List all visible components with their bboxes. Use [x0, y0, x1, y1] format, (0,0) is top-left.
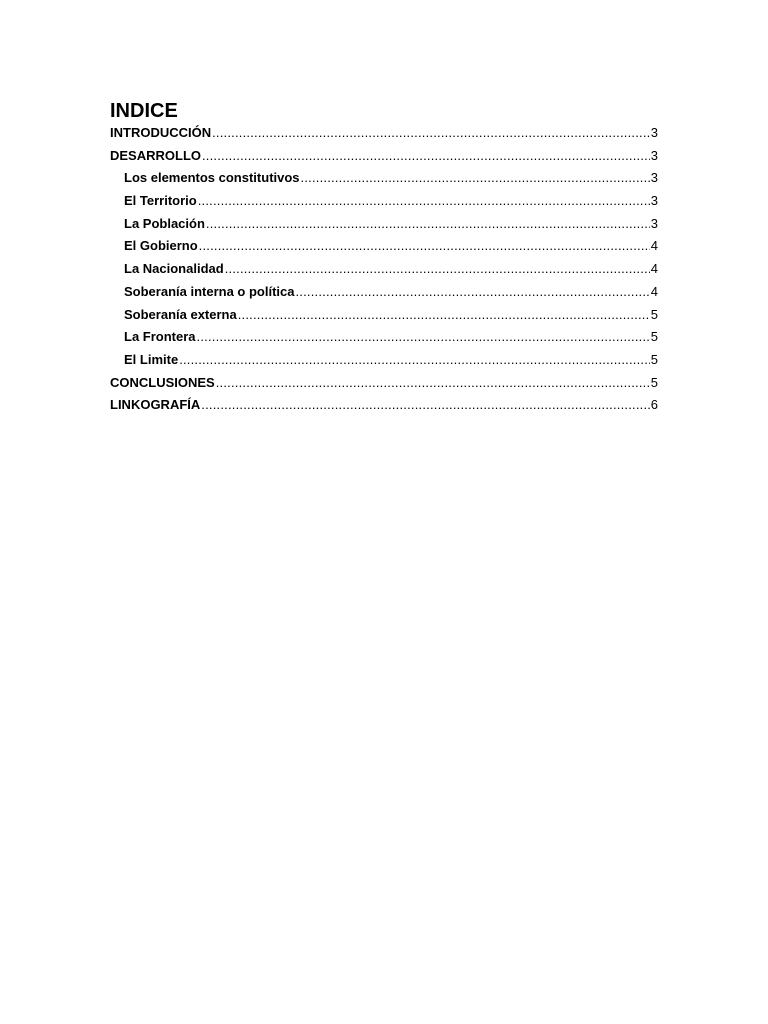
- toc-dot-leader: [295, 283, 649, 301]
- toc-page-number: 3: [650, 170, 658, 186]
- toc-entry-poblacion[interactable]: [110, 215, 658, 238]
- toc-entry-conclusiones[interactable]: [110, 374, 658, 397]
- toc-entry-label: El Gobierno: [124, 238, 198, 254]
- toc-entry-desarrollo[interactable]: [110, 147, 658, 170]
- toc-entry-soberania-externa[interactable]: [110, 306, 658, 329]
- toc-page-number: 3: [650, 125, 658, 140]
- toc-list: [110, 124, 658, 419]
- toc-page-number: 4: [650, 238, 658, 254]
- toc-title: INDICE: [110, 100, 178, 122]
- toc-page-number: 5: [650, 374, 658, 390]
- toc-entry-label: El Territorio: [124, 193, 197, 209]
- toc-dot-leader: [202, 147, 650, 165]
- toc-entry-soberania-interna[interactable]: [110, 283, 658, 306]
- toc-dot-leader: [212, 124, 650, 142]
- toc-page-number: 5: [650, 351, 658, 367]
- toc-dot-leader: [197, 328, 650, 346]
- toc-entry-label: Soberanía externa: [124, 306, 237, 322]
- toc-entry-frontera[interactable]: [110, 328, 658, 351]
- toc-dot-leader: [179, 351, 650, 369]
- toc-dot-leader: [198, 192, 650, 210]
- toc-entry-label: La Frontera: [124, 329, 196, 345]
- toc-page-number: 3: [650, 215, 658, 231]
- toc-page-number: 5: [650, 306, 658, 322]
- toc-dot-leader: [301, 169, 650, 187]
- table-of-contents: [110, 100, 658, 419]
- toc-entry-label: DESARROLLO: [110, 147, 201, 163]
- toc-entry-linkografia[interactable]: [110, 396, 658, 419]
- toc-page-number: 6: [650, 397, 658, 413]
- toc-dot-leader: [238, 306, 650, 324]
- toc-dot-leader: [201, 396, 649, 414]
- toc-entry-label: INTRODUCCIÓN: [110, 125, 212, 140]
- toc-dot-leader: [225, 260, 650, 278]
- toc-dot-leader: [216, 374, 650, 392]
- toc-page-number: 3: [650, 193, 658, 209]
- toc-page-number: 4: [650, 261, 658, 277]
- toc-entry-nacionalidad[interactable]: [110, 260, 658, 283]
- toc-page-number: 5: [650, 329, 658, 345]
- toc-entry-limite[interactable]: [110, 351, 658, 374]
- toc-page-number: 3: [650, 147, 658, 163]
- toc-entry-introduccion[interactable]: [110, 124, 658, 147]
- toc-entry-label: LINKOGRAFÍA: [110, 397, 201, 413]
- toc-entry-label: La Nacionalidad: [124, 261, 224, 277]
- toc-page-number: 4: [650, 283, 658, 299]
- toc-dot-leader: [206, 215, 650, 233]
- toc-entry-label: Soberanía interna o política: [124, 283, 295, 299]
- toc-entry-elementos-constitutivos[interactable]: [110, 169, 658, 192]
- toc-entry-label: La Población: [124, 215, 205, 231]
- toc-entry-territorio[interactable]: [110, 192, 658, 215]
- toc-entry-label: El Limite: [124, 351, 179, 367]
- toc-entry-label: CONCLUSIONES: [110, 374, 215, 390]
- toc-dot-leader: [199, 237, 650, 255]
- toc-entry-label: Los elementos constitutivos: [124, 170, 300, 186]
- toc-entry-gobierno[interactable]: [110, 237, 658, 260]
